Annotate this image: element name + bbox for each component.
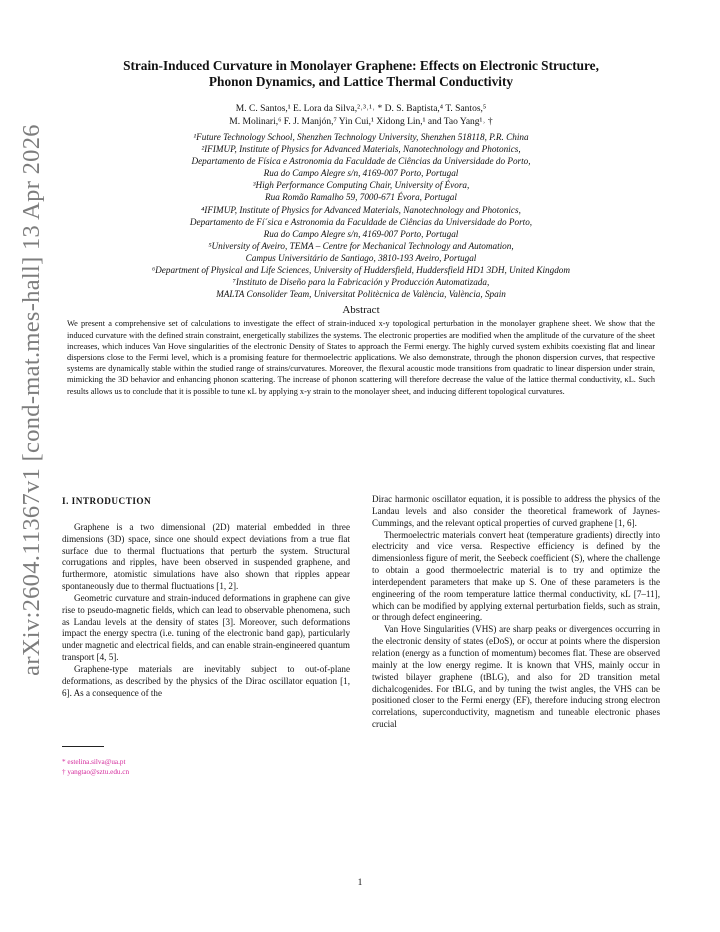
affiliation-line: MALTA Consolider Team, Universitat Politècnica de València, València, Spain — [216, 289, 506, 300]
body-columns — [62, 494, 660, 914]
authors-line-2: M. Molinari,⁶ F. J. Manjón,⁷ Yin Cui,¹ Xidong Lin,¹ and Tao Yang¹˒ † — [229, 117, 493, 127]
affiliation-line: Campus Universitário de Santiago, 3810-193 Aveiro, Portugal — [245, 252, 477, 263]
abstract-heading: Abstract — [342, 304, 380, 317]
paragraph: Thermoelectric materials convert heat (temperature gradients) directly into electricity and vice versa. Respective efficiency is defined by the dimensionless figure of merit, the Seebeck coefficient (S), where the challenge to obtain a good thermoelectric material is to try and optimize the interdependent parameters that make up S. One of these parameters is the engineering of the room temperature lattice thermal conductivity, κL [7–11], which can be modified by applying external perturbation fields, such as strain, or through defect engineering. — [372, 529, 660, 623]
arxiv-identifier: arXiv:2604.11367v1 [cond-mat.mes-hall] 13 Apr 2026 — [18, 124, 45, 676]
paragraph: Geometric curvature and strain-induced deformations in graphene can give rise to pseudo-magnetic fields, which can lead to observable phenomena, such as Landau levels at the density of states [3]. Moreover, such deformations impact the energy spectra (i.e. tuning of the electronic band gap), particularly under magnetic and electrical fields, and can enable strain-engineered quantum transport [4, 5]. — [62, 592, 350, 663]
affiliation-line: ²IFIMUP, Institute of Physics for Advanced Materials, Nanotechnology and Photonics, — [201, 144, 521, 155]
footnote-rule — [62, 746, 104, 747]
paper-page — [62, 58, 660, 776]
section-heading-introduction: I. INTRODUCTION — [62, 496, 152, 506]
footnote-email-2[interactable]: † yangtao@sztu.edu.cn — [62, 767, 130, 776]
affiliation-line: ⁷Instituto de Diseño para la Fabricación y Producción Automatizada, — [232, 277, 490, 288]
affiliation-line: ⁶Department of Physical and Life Sciences, University of Huddersfield, Huddersfield HD1 3DH, United Kingdom — [151, 265, 571, 276]
affiliation-line: ⁵University of Aveiro, TEMA – Centre for Mechanical Technology and Automation, — [208, 240, 514, 251]
paragraph: Graphene is a two dimensional (2D) material embedded in three dimensions (3D) space, since one should expect deviations from a true flat surface due to thermal fluctuations that perturb the system. Structural corrugations and ripples, have been observed in suspended graphene, and furthermore, atomistic simulations have also shown that ripples appear spontaneously due to thermal fluctuations [1, 2]. — [62, 521, 350, 592]
authors-line-1: M. C. Santos,¹ E. Lora da Silva,²˒³˒¹˒ * D. S. Baptista,⁴ T. Santos,⁵ — [235, 104, 487, 114]
paragraph: Van Hove Singularities (VHS) are sharp peaks or divergences occurring in the electronic density of states (eDoS), or occur at points where the dispersion relation (energy as a function of momentum) becomes flat. These are observed mainly at the low energy regime. It is known that VHS, mainly occur in twisted bilayer graphene (tBLG), and also for 2D transition metal dichalcogenides. For tBLG, and by tuning the twist angles, the VHS can be positioned closer to the Fermi energy (EF), therefore inducing strong electron correlations, superconductivity, magnetism and tuneable electronic phases crucial — [372, 624, 660, 730]
arxiv-sidebar — [6, 120, 58, 680]
title-line-2: Phonon Dynamics, and Lattice Thermal Conductivity — [208, 74, 514, 89]
paragraph: Dirac harmonic oscillator equation, it is possible to address the physics of the Landau levels and also consider the theoretical framework of Jaynes-Cummings, and the relevant optical properties of curved graphene [1, 6]. — [372, 494, 660, 528]
title-line-1: Strain-Induced Curvature in Monolayer Graphene: Effects on Electronic Structure, — [123, 58, 599, 73]
affiliation-line: ⁴IFIMUP, Institute of Physics for Advanced Materials, Nanotechnology and Photonics, — [201, 204, 521, 215]
affiliation-line: Rua do Campo Alegre s/n, 4169-007 Porto, Portugal — [263, 228, 459, 239]
affiliation-line: Rua Romão Ramalho 59, 7000-671 Évora, Portugal — [265, 192, 457, 203]
abstract-text: We present a comprehensive set of calculations to investigate the effect of strain-induced x-y topological perturbation in the monolayer graphene sheet. We show that the induced curvature with the defined strain constraint, energetically stabilizes the systems. The electronic properties are modified when the amplitude of the curvature of the sheet increases, which induces Van Hove singularities of the electronic Density of States to approach the Fermi energy. The highly curved system exhibits coexisting flat and linear dispersions close to the Fermi level, which is a promising feature for thermoelectric applications. We also demonstrate, through the phonon dispersion curves, that respective systems are dynamically stable within the studied range of strains/curvatures. Moreover, the flexural acoustic mode transitions from quadratic to linear dispersion under strain, mimicking the 3D behavior and enhancing phonon scattering. The increase of phonon scattering will therefore decrease the value of the lattice thermal conductivity, κL. Such results allows us to conclude that it is possible to tune κL by applying x-y strain to the monolayer sheet, and inducing different topological curvatures. — [67, 319, 655, 396]
left-column — [62, 494, 350, 777]
footnote-email-1[interactable]: * estelina.silva@ua.pt — [62, 757, 126, 766]
affiliation-list — [62, 131, 660, 300]
affiliation-line: ¹Future Technology School, Shenzhen Technology University, Shenzhen 518118, P.R. China — [193, 132, 529, 142]
affiliation-line: ³High Performance Computing Chair, University of Évora, — [252, 180, 470, 191]
affiliation-line: Departamento de Física e Astronomia da Faculdade de Ciências da Universidade do Porto, — [191, 156, 531, 167]
paper-title — [62, 58, 660, 90]
author-list — [62, 103, 660, 129]
affiliation-line: Rua do Campo Alegre s/n, 4169-007 Porto, Portugal — [263, 168, 459, 179]
affiliation-line: Departamento de Fí´sica e Astronomia da Faculdade de Ciências da Universidade do Porto, — [189, 216, 533, 227]
paragraph: Graphene-type materials are inevitably subject to out-of-plane deformations, as described by the physics of the Dirac oscillator equation [1, 6]. As a consequence of the — [62, 663, 350, 698]
page-number: 1 — [357, 878, 363, 888]
right-column — [372, 494, 660, 731]
